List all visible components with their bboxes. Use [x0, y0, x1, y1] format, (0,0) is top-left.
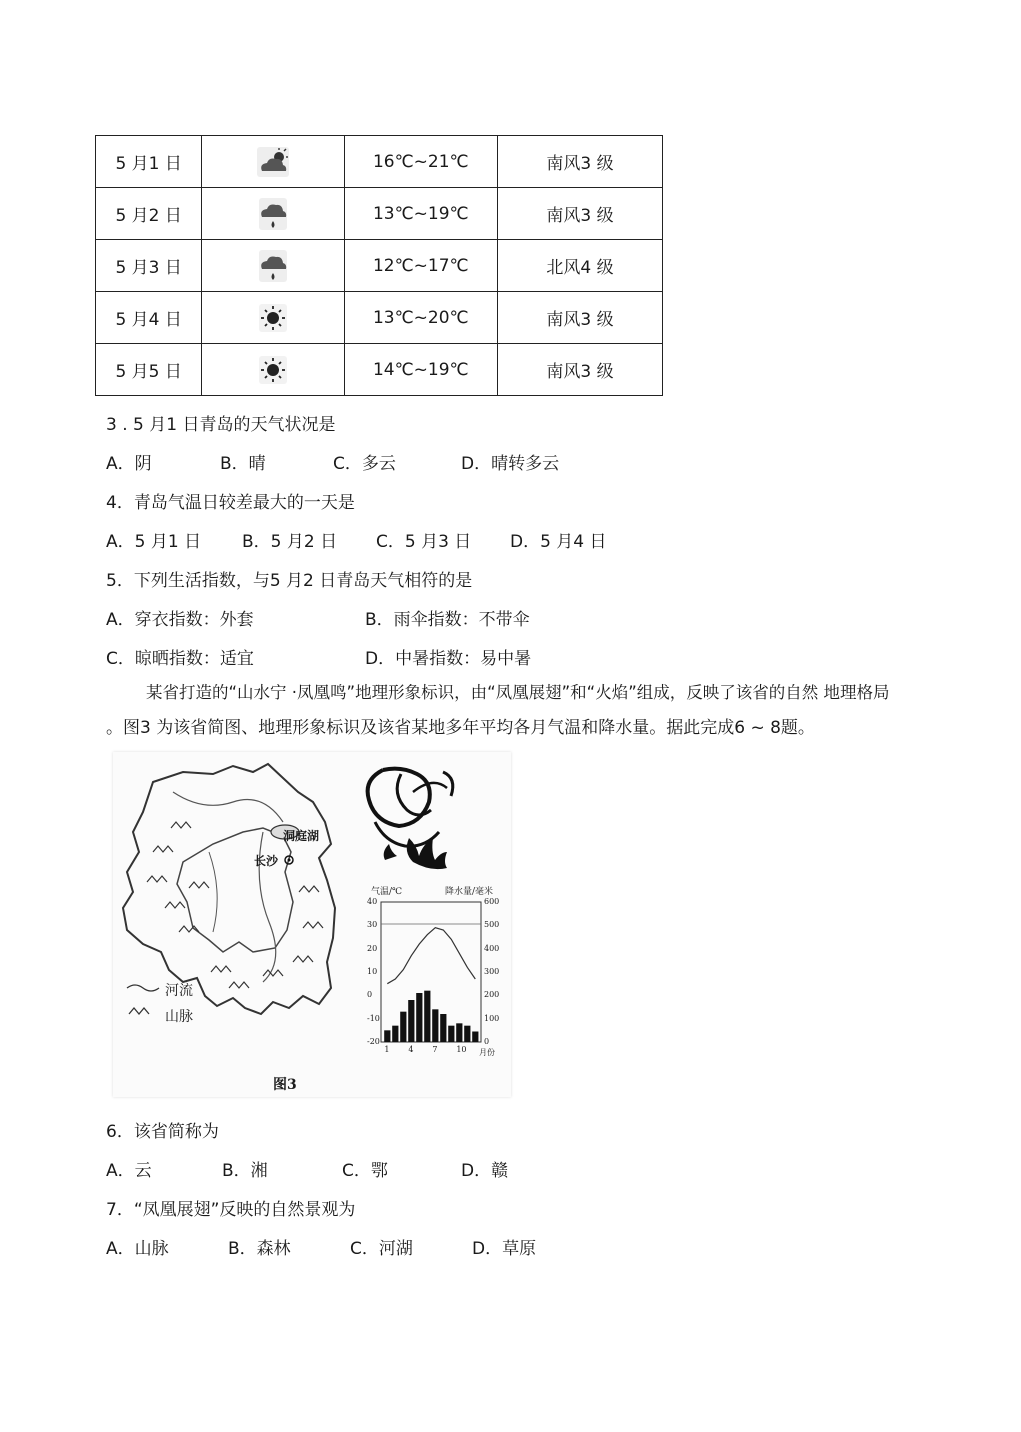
q3-option-b: B．晴	[220, 454, 266, 474]
partly-cloudy-icon	[256, 152, 290, 172]
wind-cell: 南风3 级	[498, 344, 663, 396]
month-tick-label: 1	[384, 1045, 390, 1054]
phoenix-logo	[368, 769, 453, 847]
precip-tick-label: 300	[484, 967, 500, 976]
weather-row	[96, 240, 663, 292]
temp-tick-label: 40	[367, 897, 378, 906]
q5-option-d: D．中暑指数：易中暑	[365, 649, 532, 669]
weather-icon-cell	[202, 292, 344, 344]
precip-tick-label: 500	[484, 920, 500, 930]
date-cell: 5 月4 日	[96, 292, 202, 344]
q7-option-c: C．河湖	[350, 1239, 413, 1259]
temp-tick-label: -10	[367, 1013, 380, 1023]
temperature-curve	[387, 928, 475, 984]
temperature-cell: 13℃~20℃	[344, 292, 498, 344]
inner-ridge	[177, 828, 293, 952]
figure-caption: 图3	[273, 1077, 297, 1093]
rain-icon	[256, 256, 290, 276]
q5-option-a: A．穿衣指数：外套	[106, 610, 254, 630]
date-cell: 5 月1 日	[96, 136, 202, 188]
weather-icon-cell	[202, 188, 344, 240]
precip-tick-label: 600	[484, 897, 500, 906]
precip-tick-label: 400	[484, 943, 500, 953]
rain-icon	[256, 204, 290, 224]
weather-row	[96, 344, 663, 396]
temperature-cell: 14℃~19℃	[344, 344, 498, 396]
temperature-cell: 12℃~17℃	[344, 240, 498, 292]
temperature-cell: 16℃~21℃	[344, 136, 498, 188]
river-line	[209, 852, 217, 932]
month-tick-label: 4	[408, 1045, 414, 1054]
precip-bar	[472, 1032, 478, 1043]
sun-icon	[256, 308, 290, 328]
precip-bar	[384, 1030, 390, 1042]
q4-option-a: A．5 月1 日	[106, 532, 202, 552]
q6-option-c: C．鄂	[342, 1161, 388, 1181]
weather-row	[96, 292, 663, 344]
precip-bar	[432, 1009, 438, 1042]
precip-bar	[464, 1026, 470, 1042]
legend-mountain-label: 山脉	[165, 1009, 193, 1025]
temp-tick-label: -20	[367, 1037, 380, 1046]
q4-option-d: D．5 月4 日	[510, 532, 607, 552]
q5-option-b: B．雨伞指数：不带伞	[365, 610, 530, 630]
date-cell: 5 月5 日	[96, 344, 202, 396]
question-6-stem: 6．该省简称为	[106, 1122, 219, 1142]
question-5-stem: 5．下列生活指数，与5 月2 日青岛天气相符的是	[106, 571, 473, 591]
passage-line-1: 某省打造的“山水宁 ·凤凰鸣”地理形象标识，由“凤凰展翅”和“火焰”组成，反映了该省的自然 地理格局	[146, 683, 890, 702]
figure-3	[113, 752, 511, 1097]
capital-label: 长沙	[254, 854, 279, 868]
temp-tick-label: 0	[367, 990, 373, 1000]
month-tick-label: 10	[456, 1045, 467, 1054]
question-7-stem: 7．“凤凰展翅”反映的自然景观为	[106, 1200, 356, 1220]
weather-icon-cell	[202, 136, 344, 188]
river-line	[173, 792, 283, 822]
mountain-symbols	[147, 822, 323, 988]
temp-tick-label: 20	[367, 943, 378, 953]
precip-tick-label: 100	[484, 1013, 500, 1023]
weather-icon-cell	[202, 344, 344, 396]
wind-cell: 南风3 级	[498, 136, 663, 188]
precip-tick-label: 0	[484, 1037, 490, 1046]
temp-axis-title: 气温/℃	[371, 887, 403, 897]
province-outline	[123, 764, 335, 1014]
temp-tick-label: 30	[367, 920, 378, 930]
sun-icon	[256, 360, 290, 380]
precip-bar	[392, 1026, 398, 1042]
q5-option-c: C．晾晒指数：适宜	[106, 649, 254, 669]
date-cell: 5 月2 日	[96, 188, 202, 240]
wind-cell: 北风4 级	[498, 240, 663, 292]
legend-river-label: 河流	[165, 983, 193, 999]
q7-option-b: B．森林	[228, 1239, 291, 1259]
q3-option-d: D．晴转多云	[461, 454, 560, 474]
month-tick-label: 7	[432, 1045, 438, 1054]
passage-line-2: 。图3 为该省简图、地理形象标识及该省某地多年平均各月气温和降水量。据此完成6 ~ 8题。	[106, 718, 815, 738]
legend-river-symbol	[127, 985, 159, 991]
weather-row	[96, 136, 663, 188]
q6-option-a: A．云	[106, 1161, 152, 1181]
precip-bar	[440, 1014, 446, 1042]
month-unit: 月份	[479, 1048, 495, 1057]
q7-option-a: A．山脉	[106, 1239, 169, 1259]
precipitation-bars	[384, 991, 478, 1042]
q3-option-a: A．阴	[106, 454, 152, 474]
q3-option-c: C．多云	[333, 454, 396, 474]
precip-bar	[400, 1012, 406, 1042]
q6-option-d: D．赣	[461, 1161, 509, 1181]
date-cell: 5 月3 日	[96, 240, 202, 292]
q6-option-b: B．湘	[222, 1161, 268, 1181]
temperature-cell: 13℃~19℃	[344, 188, 498, 240]
q4-option-b: B．5 月2 日	[242, 532, 338, 552]
lake-label: 洞庭湖	[283, 829, 320, 843]
q4-option-c: C．5 月3 日	[376, 532, 472, 552]
precip-tick-label: 200	[484, 990, 500, 1000]
weather-table	[95, 135, 663, 396]
legend-mountain-symbol	[129, 1008, 149, 1014]
question-4-stem: 4．青岛气温日较差最大的一天是	[106, 493, 355, 513]
passage	[106, 675, 921, 746]
weather-row	[96, 188, 663, 240]
temp-tick-label: 10	[367, 967, 378, 976]
precip-bar	[456, 1023, 462, 1042]
precip-axis-title: 降水量/毫米	[445, 887, 494, 897]
precip-bar	[408, 1000, 414, 1042]
figure-drawing	[113, 752, 511, 1097]
precip-bar	[448, 1026, 454, 1042]
wind-cell: 南风3 级	[498, 188, 663, 240]
question-3-stem: 3 . 5 月1 日青岛的天气状况是	[106, 415, 336, 435]
q7-option-d: D．草原	[472, 1239, 537, 1259]
precip-bar	[424, 991, 430, 1042]
wind-cell: 南风3 级	[498, 292, 663, 344]
chart-plot-area	[381, 902, 481, 1042]
weather-icon-cell	[202, 240, 344, 292]
precip-bar	[416, 993, 422, 1042]
